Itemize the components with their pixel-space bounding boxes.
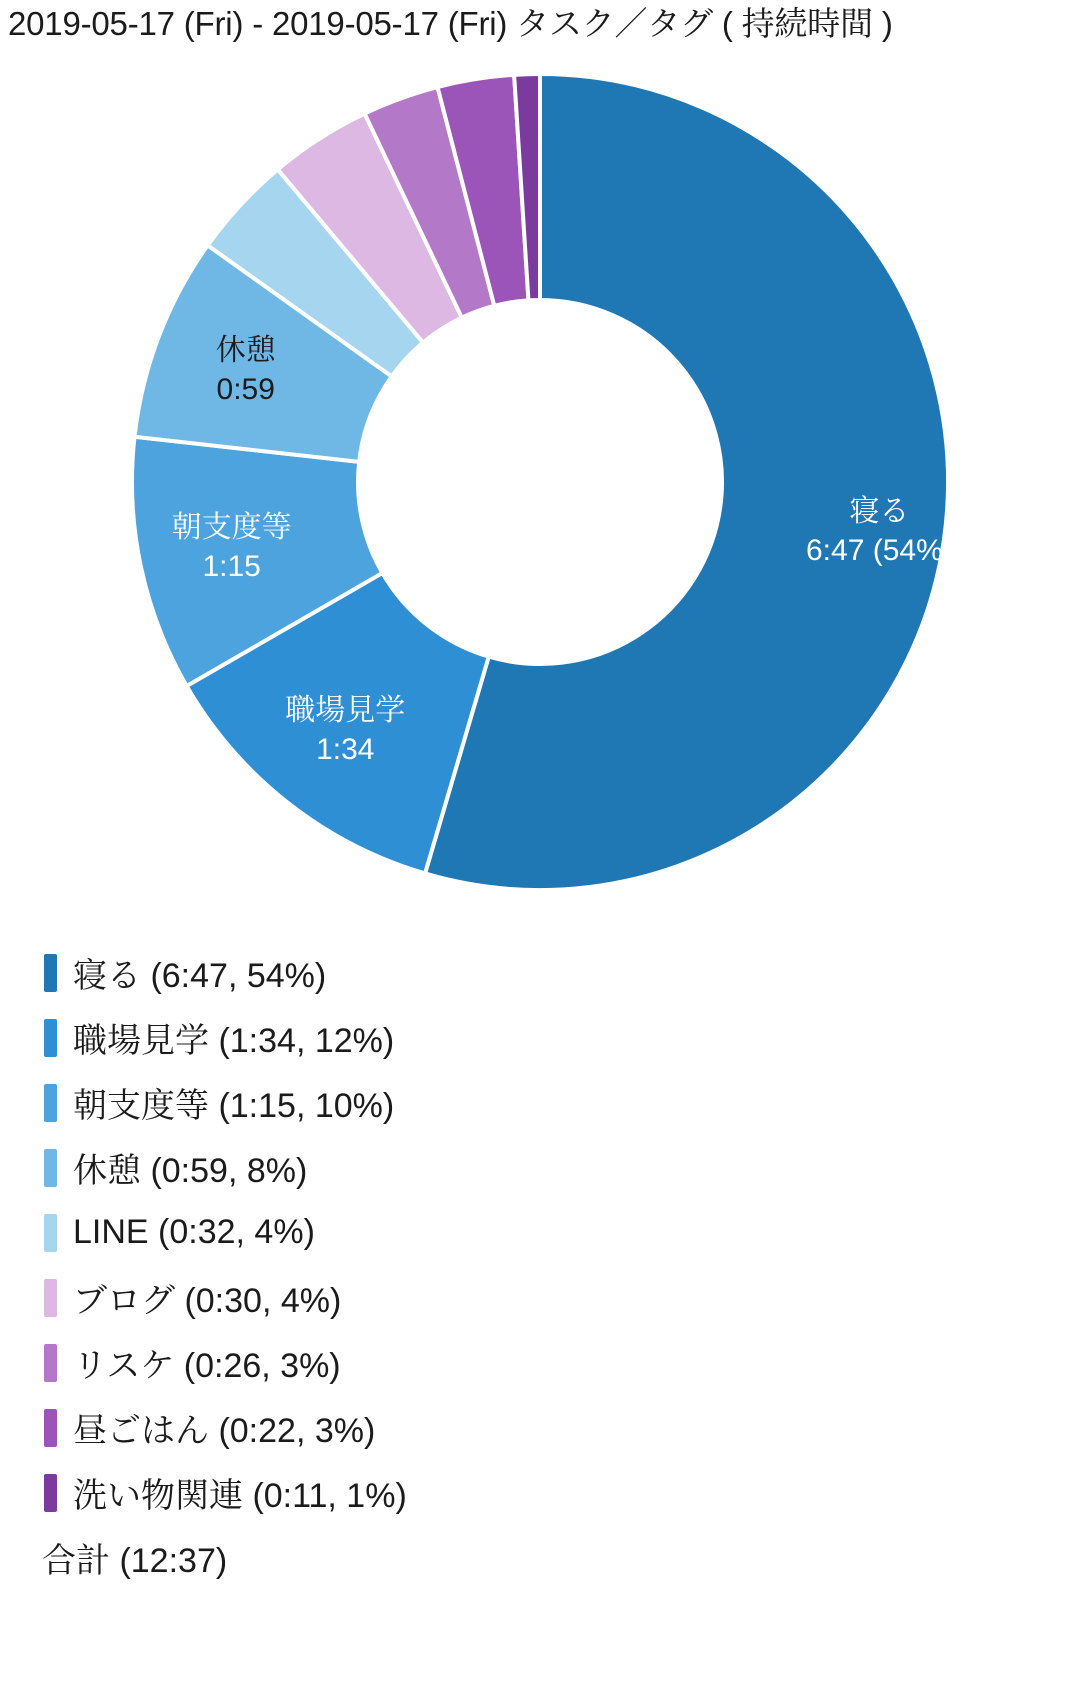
- legend-swatch-icon: [44, 1474, 57, 1512]
- pie-slices: [132, 74, 948, 890]
- slice-label-name: 職場見学: [285, 693, 406, 727]
- legend: [0, 922, 1080, 1525]
- legend-swatch-icon: [44, 1149, 57, 1187]
- legend-item[interactable]: [44, 1005, 1080, 1070]
- legend-swatch-icon: [44, 1279, 57, 1317]
- legend-label: 職場見学 (1:34, 12%): [73, 1022, 395, 1061]
- page-title: 2019-05-17 (Fri) - 2019-05-17 (Fri) タスク／タグ ( 持続時間 ): [8, 5, 893, 42]
- legend-swatch-icon: [44, 1344, 57, 1382]
- legend-item[interactable]: [44, 1135, 1080, 1200]
- slice-label-name: 休憩: [215, 333, 276, 367]
- legend-swatch-icon: [44, 1084, 57, 1122]
- legend-total: 合計 (12:37): [42, 1542, 228, 1581]
- legend-item[interactable]: [44, 1200, 1080, 1265]
- legend-label: 朝支度等 (1:15, 10%): [73, 1087, 395, 1126]
- slice-label-value: 1:34: [316, 732, 375, 766]
- legend-label: LINE (0:32, 4%): [73, 1213, 315, 1252]
- legend-label: 寝る (6:47, 54%): [73, 957, 327, 996]
- legend-item[interactable]: [44, 1460, 1080, 1525]
- donut-svg: [90, 42, 990, 922]
- legend-item[interactable]: [44, 940, 1080, 1005]
- legend-swatch-icon: [44, 1409, 57, 1447]
- legend-label: 洗い物関連 (0:11, 1%): [73, 1477, 407, 1516]
- slice-label-value: 1:15: [202, 549, 261, 583]
- slice-label-name: 寝る: [849, 495, 910, 529]
- legend-label: ブログ (0:30, 4%): [73, 1282, 342, 1321]
- slice-label-value: 0:59: [216, 372, 275, 406]
- slice-label-value: 6:47 (54%): [806, 534, 953, 568]
- legend-item[interactable]: [44, 1395, 1080, 1460]
- legend-label: 昼ごはん (0:22, 3%): [73, 1412, 376, 1451]
- legend-swatch-icon: [44, 1214, 57, 1252]
- legend-label: リスケ (0:26, 3%): [73, 1347, 341, 1386]
- slice-label-name: 朝支度等: [171, 510, 292, 544]
- donut-chart: [0, 42, 1080, 922]
- legend-label: 休憩 (0:59, 8%): [73, 1152, 308, 1191]
- legend-item[interactable]: [44, 1265, 1080, 1330]
- legend-swatch-icon: [44, 1019, 57, 1057]
- legend-swatch-icon: [44, 954, 57, 992]
- legend-item[interactable]: [44, 1330, 1080, 1395]
- legend-item[interactable]: [44, 1070, 1080, 1135]
